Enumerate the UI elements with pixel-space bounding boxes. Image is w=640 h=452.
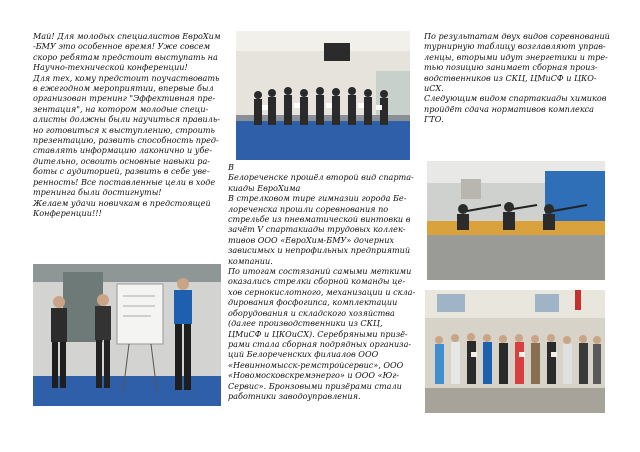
tournament-results-text: По результатам двух видов соревнований турнирную таблицу возглавляют управ- ленцы, вторыми идут энергетики и тре- тью позицию занимает сборная произ- водственников из СКЦ, ЦМиСФ и ЦКО- иСХ. Следующим видом спартакиады химиков пройдёт сдача нормативов комплекса ГТО. xyxy=(424,31,610,125)
training-group-photo xyxy=(236,31,410,160)
flipchart-presentation-photo xyxy=(33,264,221,406)
award-winners-photo xyxy=(425,290,605,413)
shooting-competition-article-text: В Белореченске прошёл второй вид спарта- киады ЕвроХима В стрелковом тире гимназии города Бе- лореченска прошли соревнования по стрельбе из пневматической винтовки в зачёт V спартакиады трудовых коллек- тивов ООО «ЕвроХим-БМУ» дочерних зависимых и непрофильных предприятий компании. По итогам состязаний самыми меткими оказались стрелки сборной команды це- хов сернокислотного, механизации и скла- дирования фосфогипса, комплектации оборудования и складского хозяйства (далее производственники из СКЦ, ЦМиСФ и ЦКОиСХ). Серебряными призё- рами стала сборная подрядных организа- ций Белореченских филиалов ООО «Невинномысск-ремстройсервис», ООО «Новомосковскремэнерго» и ООО «Юг- Сервис». Бронзовыми призёрами стали работники заводоуправления. xyxy=(228,162,416,401)
training-article-text: Май! Для молодых специалистов ЕвроХим -БМУ это особенное время! Уже совсем скоро ребятам предстоит выступать на Научно-технической конференции! Для тех, кому предстоит поучаствовать в ежегодном мероприятии, впервые был организован тренинг "Эффективная пре- зентация", на котором молодые специ- алисты должны были научиться правиль- но готовиться к выступлению, строить презентацию, развить способность пред- ставлять информацию лаконично и убе- дительно, освоить основные навыки ра- боты с аудиторией, развить в себе уве- ренность! Все поставленные цели в ходе тренинга были достигнуты! Желаем удачи новичкам в предстоящей Конференции!!! xyxy=(33,31,221,218)
shooting-range-photo xyxy=(427,161,605,280)
